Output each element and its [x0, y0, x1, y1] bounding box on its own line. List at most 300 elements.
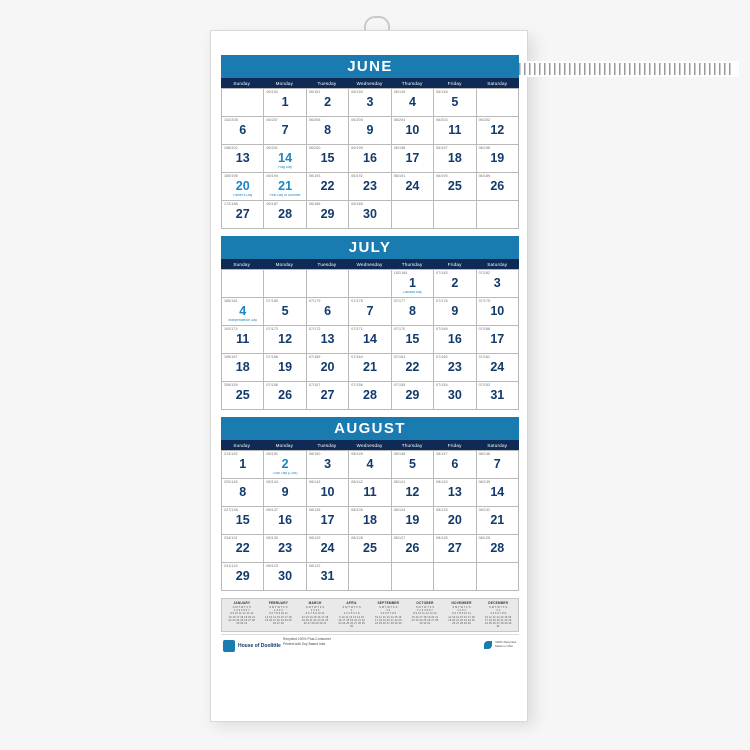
date-number: 1 — [281, 95, 289, 109]
holiday-note: Father's Day — [233, 194, 253, 198]
julian-day-code: 08/150 — [308, 452, 321, 456]
date-number: 15 — [320, 151, 335, 165]
date-number: 26 — [490, 179, 505, 193]
mini-month-line: 15 16 17 18 19 20 21 — [228, 615, 256, 619]
julian-day-code: 172/188 — [224, 202, 238, 206]
date-number: 3 — [324, 457, 332, 471]
date-number: 14 — [490, 485, 505, 499]
julian-day-code: 07/155 — [393, 383, 406, 387]
julian-day-code: 08/143 — [308, 480, 321, 484]
date-cell — [307, 89, 349, 117]
dow-wednesday: Wednesday — [349, 259, 392, 269]
date-number: 12 — [278, 332, 293, 346]
mini-month-line: 29 30 31 — [236, 622, 248, 626]
date-number: 18 — [235, 360, 250, 374]
mini-month-line: 24 25 26 27 28 29 30 — [484, 622, 512, 626]
date-number: 19 — [405, 513, 420, 527]
date-cell — [434, 89, 476, 117]
julian-day-code: 220/145 — [224, 480, 238, 484]
mini-month-line: 12 13 14 15 16 17 18 — [265, 615, 292, 619]
julian-day-code: 06/196 — [478, 146, 491, 150]
date-number: 27 — [235, 207, 250, 221]
date-cell — [307, 173, 349, 201]
date-cell — [264, 507, 306, 535]
date-number: 9 — [451, 304, 459, 318]
date-number: 12 — [490, 123, 505, 137]
month-title-july: JULY — [221, 236, 519, 259]
date-number: 28 — [363, 388, 377, 402]
mini-month-line: 22 23 24 25 26 27 28 — [228, 618, 256, 622]
date-cell — [477, 145, 519, 173]
date-number: 19 — [278, 360, 293, 374]
date-cell — [392, 535, 434, 563]
date-cell — [349, 173, 391, 201]
mini-month-name: DECEMBER — [488, 601, 509, 605]
mini-month-line: 3 4 5 6 7 8 9 — [490, 612, 507, 616]
recycle-text — [495, 641, 516, 649]
date-cell — [392, 507, 434, 535]
date-cell — [222, 201, 264, 229]
date-cell — [434, 326, 476, 354]
julian-day-code: 07/170 — [393, 327, 406, 331]
date-cell — [477, 117, 519, 145]
date-cell — [349, 89, 391, 117]
mini-month-days — [480, 606, 516, 629]
date-cell — [477, 451, 519, 479]
mini-month-line: 17 18 19 20 21 22 23 — [375, 618, 402, 622]
julian-day-code: 06/148 — [436, 90, 448, 94]
recycle-line-2: Made in USA — [495, 643, 513, 648]
date-number: 13 — [235, 151, 250, 165]
date-cell — [477, 382, 519, 410]
month-block-june — [221, 55, 519, 229]
date-number: 20 — [235, 179, 250, 193]
date-number: 8 — [408, 304, 416, 318]
date-cell — [434, 479, 476, 507]
mini-month-days — [261, 606, 297, 625]
julian-day-code: 182/184 — [393, 271, 408, 275]
date-cell — [392, 479, 434, 507]
julian-day-code: 08/137 — [266, 508, 279, 512]
dow-wednesday: Wednesday — [349, 78, 392, 88]
date-number: 21 — [490, 513, 505, 527]
julian-day-code: 06/203 — [436, 118, 448, 122]
date-cell — [264, 173, 306, 201]
date-grid-june — [221, 88, 519, 229]
brand-block — [223, 640, 281, 652]
date-number: 7 — [366, 304, 374, 318]
date-cell — [264, 354, 306, 382]
date-cell — [349, 201, 391, 229]
mini-month-line: 8 9 10 11 12 13 14 — [413, 612, 437, 616]
mini-month-line: 1 — [350, 609, 353, 613]
mini-month-name: OCTOBER — [416, 601, 434, 605]
date-cell — [477, 535, 519, 563]
date-number: 16 — [447, 332, 462, 346]
julian-day-code: 08/129 — [308, 536, 321, 540]
footer-meta — [283, 637, 331, 647]
date-cell — [222, 563, 264, 591]
date-number: 29 — [320, 207, 335, 221]
date-number: 14 — [363, 332, 377, 346]
date-cell — [434, 507, 476, 535]
mini-month-days — [371, 606, 407, 625]
julian-day-code: 158/202 — [224, 146, 238, 150]
date-cell — [307, 354, 349, 382]
mini-month-line: 1 2 3 4 — [310, 609, 320, 613]
julian-day-code: 06/198 — [393, 146, 406, 150]
date-cell-empty — [349, 270, 391, 298]
julian-day-code: 206/159 — [224, 383, 238, 387]
mini-month-days — [224, 606, 260, 625]
julian-day-code: 06/197 — [436, 146, 448, 150]
date-number: 6 — [324, 304, 332, 318]
date-number: 10 — [405, 123, 420, 137]
date-cell — [349, 535, 391, 563]
mini-month-name: JANUARY — [233, 601, 251, 605]
julian-day-code: 06/185 — [351, 202, 363, 206]
date-cell — [222, 382, 264, 410]
date-cell — [349, 117, 391, 145]
holiday-note: Flag Day — [278, 166, 292, 170]
calendar-page — [211, 47, 529, 721]
julian-day-code: 06/206 — [308, 118, 321, 122]
date-cell — [434, 354, 476, 382]
date-number: 20 — [447, 513, 462, 527]
date-cell — [434, 382, 476, 410]
date-cell — [434, 173, 476, 201]
julian-day-code: 07/175 — [478, 299, 491, 303]
mini-month — [444, 601, 480, 629]
date-cell — [477, 270, 519, 298]
date-number: 4 — [366, 457, 374, 471]
dow-monday: Monday — [264, 259, 307, 269]
date-cell — [307, 298, 349, 326]
footer-meta-line-1: Recycled 100% Post-Consumer — [283, 636, 332, 641]
date-cell — [477, 298, 519, 326]
date-number: 29 — [405, 388, 420, 402]
dow-saturday: Saturday — [476, 440, 519, 450]
mini-month-line: S M T W T F S — [489, 606, 508, 609]
date-number: 11 — [236, 332, 250, 346]
mini-month-line: 3 4 5 6 7 8 9 — [380, 612, 397, 616]
date-grid-august — [221, 450, 519, 591]
julian-day-code: 08/128 — [351, 536, 363, 540]
date-cell — [477, 479, 519, 507]
julian-day-code: 06/193 — [308, 174, 321, 178]
julian-day-code: 07/162 — [436, 355, 448, 359]
mini-month-line: 2 3 4 5 6 7 8 — [343, 612, 360, 616]
date-cell — [264, 326, 306, 354]
date-cell — [222, 535, 264, 563]
julian-day-code: 07/183 — [436, 271, 448, 275]
date-number: 24 — [320, 541, 335, 555]
date-cell — [392, 173, 434, 201]
wall-calendar — [210, 30, 528, 722]
dow-friday: Friday — [434, 259, 477, 269]
mini-month-days — [334, 606, 370, 629]
date-number: 18 — [363, 513, 377, 527]
date-cell — [264, 535, 306, 563]
dow-tuesday: Tuesday — [306, 259, 349, 269]
date-number: 18 — [447, 151, 462, 165]
julian-day-code: 08/136 — [308, 508, 321, 512]
date-number: 6 — [239, 123, 247, 137]
holiday-note: Independence Day — [228, 319, 257, 323]
date-number: 29 — [235, 569, 250, 583]
date-cell — [477, 173, 519, 201]
mini-month — [334, 601, 370, 629]
date-cell — [222, 354, 264, 382]
date-cell — [477, 326, 519, 354]
date-number: 8 — [239, 485, 247, 499]
date-number: 17 — [405, 151, 420, 165]
date-cell — [307, 145, 349, 173]
date-cell — [222, 507, 264, 535]
julian-day-code: 08/134 — [393, 508, 406, 512]
date-number: 22 — [320, 179, 335, 193]
date-cell — [434, 298, 476, 326]
mini-month-line: S M T W T F S — [452, 606, 471, 609]
date-number: 28 — [490, 541, 505, 555]
recycle-mark — [484, 641, 516, 649]
mini-month-line: 17 18 19 20 21 22 23 — [484, 618, 512, 622]
date-number: 14 — [278, 151, 293, 165]
mini-month-line: 26 27 28 — [272, 622, 284, 626]
date-number: 6 — [451, 457, 459, 471]
julian-day-code: 07/165 — [308, 355, 321, 359]
brand-name: House of Doolittle — [238, 642, 281, 649]
mini-month-line: S M T W T F S — [269, 606, 288, 609]
julian-day-code: 185/181 — [224, 299, 238, 303]
mini-month-name: MARCH — [308, 601, 322, 605]
mini-month-line: 19 20 21 22 23 24 25 — [301, 618, 329, 622]
date-cell — [264, 89, 306, 117]
dow-thursday: Thursday — [391, 259, 434, 269]
julian-day-code: 08/140 — [436, 480, 448, 484]
date-cell — [349, 354, 391, 382]
mini-month-line: 22 23 24 25 26 27 28 — [411, 618, 439, 622]
julian-day-code: 06/152 — [266, 90, 279, 94]
julian-day-code: 07/177 — [393, 299, 406, 303]
date-number: 2 — [324, 95, 332, 109]
date-number: 2 — [451, 276, 459, 290]
date-number: 8 — [324, 123, 332, 137]
julian-day-code: 06/192 — [351, 174, 363, 178]
date-cell — [349, 382, 391, 410]
date-number: 4 — [408, 95, 416, 109]
julian-day-code: 07/157 — [308, 383, 321, 387]
julian-day-code: 06/189 — [478, 174, 491, 178]
month-title-june: JUNE — [221, 55, 519, 78]
mini-month-line: 10 11 12 13 14 15 16 — [375, 615, 402, 619]
date-number: 3 — [493, 276, 501, 290]
julian-day-code: 07/154 — [436, 383, 448, 387]
mini-month-line: S M T W T F S — [305, 606, 325, 609]
mini-month-line: 30 — [350, 625, 354, 629]
date-number: 13 — [447, 485, 462, 499]
date-number: 11 — [363, 485, 377, 499]
date-number: 7 — [281, 123, 289, 137]
julian-day-code: 06/202 — [478, 118, 491, 122]
mini-month — [407, 601, 443, 629]
julian-day-code: 06/190 — [436, 174, 448, 178]
date-cell — [349, 451, 391, 479]
date-cell — [222, 479, 264, 507]
julian-day-code: 08/142 — [351, 480, 363, 484]
julian-day-code: 08/141 — [393, 480, 406, 484]
date-cell — [222, 117, 264, 145]
date-cell — [307, 563, 349, 591]
date-cell-empty — [392, 563, 434, 591]
mini-month-days — [444, 606, 480, 625]
date-cell — [349, 145, 391, 173]
date-number: 1 — [239, 457, 247, 471]
dow-sunday: Sunday — [221, 440, 264, 450]
dow-friday: Friday — [434, 440, 477, 450]
julian-day-code: 199/167 — [224, 355, 238, 359]
julian-day-code: 08/130 — [266, 536, 279, 540]
date-number: 30 — [447, 388, 462, 402]
date-cell — [222, 298, 264, 326]
date-number: 22 — [235, 541, 250, 555]
mini-month-line: 1 2 3 4 — [274, 609, 283, 613]
julian-day-code: 07/156 — [351, 383, 363, 387]
mini-month-days — [297, 606, 333, 625]
julian-day-code: 07/166 — [266, 355, 279, 359]
date-cell-empty — [222, 270, 264, 298]
dow-sunday: Sunday — [221, 259, 264, 269]
julian-day-code: 227/138 — [224, 508, 238, 512]
julian-day-code: 08/126 — [436, 536, 448, 540]
julian-day-code: 07/153 — [478, 383, 491, 387]
julian-day-code: 08/132 — [478, 508, 491, 512]
julian-day-code: 07/161 — [478, 355, 491, 359]
julian-day-code: 07/182 — [478, 271, 491, 275]
dow-sunday: Sunday — [221, 78, 264, 88]
mini-month-line: S M T W T F S — [342, 606, 361, 609]
julian-day-code: 234/131 — [224, 536, 238, 540]
julian-day-code: 07/158 — [266, 383, 279, 387]
julian-day-code: 07/171 — [351, 327, 363, 331]
date-cell — [434, 451, 476, 479]
date-number: 17 — [490, 332, 505, 346]
julian-day-code: 152/208 — [224, 118, 238, 122]
mini-month-days — [407, 606, 443, 625]
date-cell — [264, 145, 306, 173]
date-cell — [307, 479, 349, 507]
mini-month-reference-strip — [221, 598, 519, 632]
mini-month-line: 19 20 21 22 23 24 25 — [265, 618, 292, 622]
mini-month-line: 1 2 — [386, 609, 391, 613]
julian-day-code: 06/191 — [393, 174, 406, 178]
julian-day-code: 08/122 — [308, 564, 321, 568]
mini-month-line: 15 16 17 18 19 20 21 — [411, 615, 439, 619]
date-cell — [307, 326, 349, 354]
date-number: 21 — [278, 179, 293, 193]
julian-day-code: 06/151 — [308, 90, 321, 94]
julian-day-code: 08/146 — [478, 452, 491, 456]
date-number: 17 — [320, 513, 335, 527]
julian-day-code: 08/125 — [478, 536, 491, 540]
date-cell — [307, 201, 349, 229]
date-number: 31 — [490, 388, 505, 402]
date-cell-empty — [477, 563, 519, 591]
date-cell — [392, 89, 434, 117]
julian-day-code: 06/204 — [393, 118, 406, 122]
date-number: 30 — [278, 569, 293, 583]
date-number: 28 — [278, 207, 293, 221]
date-number: 22 — [405, 360, 420, 374]
date-cell — [264, 117, 306, 145]
date-number: 5 — [451, 95, 459, 109]
footer-meta-line-2: Printed with Soy Based Inks — [283, 641, 326, 646]
mini-month-line: 1 2 3 4 5 6 7 — [417, 609, 433, 613]
month-block-july — [221, 236, 519, 410]
date-cell — [222, 145, 264, 173]
mini-month-name: FEBRUARY — [268, 601, 289, 605]
julian-day-code: 07/179 — [308, 299, 321, 303]
holiday-note: First Day of Summer — [269, 194, 301, 198]
date-cell — [392, 145, 434, 173]
date-number: 5 — [408, 457, 416, 471]
date-cell — [264, 479, 306, 507]
date-cell-empty — [477, 201, 519, 229]
julian-day-code: 08/123 — [266, 564, 279, 568]
date-cell — [349, 479, 391, 507]
date-cell-empty — [434, 563, 476, 591]
julian-day-code: 06/207 — [266, 118, 279, 122]
mini-month — [261, 601, 297, 629]
julian-day-code: 06/199 — [351, 146, 363, 150]
date-cell — [349, 507, 391, 535]
julian-day-code: 08/149 — [351, 452, 363, 456]
julian-day-code: 06/149 — [393, 90, 406, 94]
holiday-note: Canada Day — [402, 291, 422, 295]
mini-month — [371, 601, 407, 629]
date-number: 31 — [320, 569, 335, 583]
date-number: 25 — [447, 179, 462, 193]
dow-row-june — [221, 78, 519, 88]
date-cell — [307, 451, 349, 479]
julian-day-code: 241/124 — [224, 564, 238, 568]
julian-day-code: 165/195 — [224, 174, 238, 178]
date-number: 19 — [490, 151, 505, 165]
mini-month-line: 1 2 — [496, 609, 501, 613]
mini-month-line: S M T W T F S — [232, 606, 251, 609]
month-block-august — [221, 417, 519, 591]
date-cell — [392, 298, 434, 326]
date-number: 5 — [281, 304, 289, 318]
mini-month-line: 19 20 21 22 23 24 25 — [448, 618, 475, 622]
date-cell — [264, 563, 306, 591]
mini-month — [480, 601, 516, 629]
date-cell — [392, 451, 434, 479]
mini-month-line: S M T W T F S — [415, 606, 435, 609]
date-cell-empty — [264, 270, 306, 298]
date-cell-empty — [222, 89, 264, 117]
date-cell — [477, 354, 519, 382]
julian-day-code: 06/150 — [351, 90, 363, 94]
date-cell — [349, 326, 391, 354]
date-number: 25 — [235, 388, 250, 402]
julian-day-code: 08/127 — [393, 536, 406, 540]
date-cell — [264, 201, 306, 229]
date-cell — [264, 451, 306, 479]
mini-month-line: 26 27 28 29 30 31 — [303, 622, 327, 626]
date-number: 10 — [320, 485, 335, 499]
julian-day-code: 08/135 — [351, 508, 363, 512]
